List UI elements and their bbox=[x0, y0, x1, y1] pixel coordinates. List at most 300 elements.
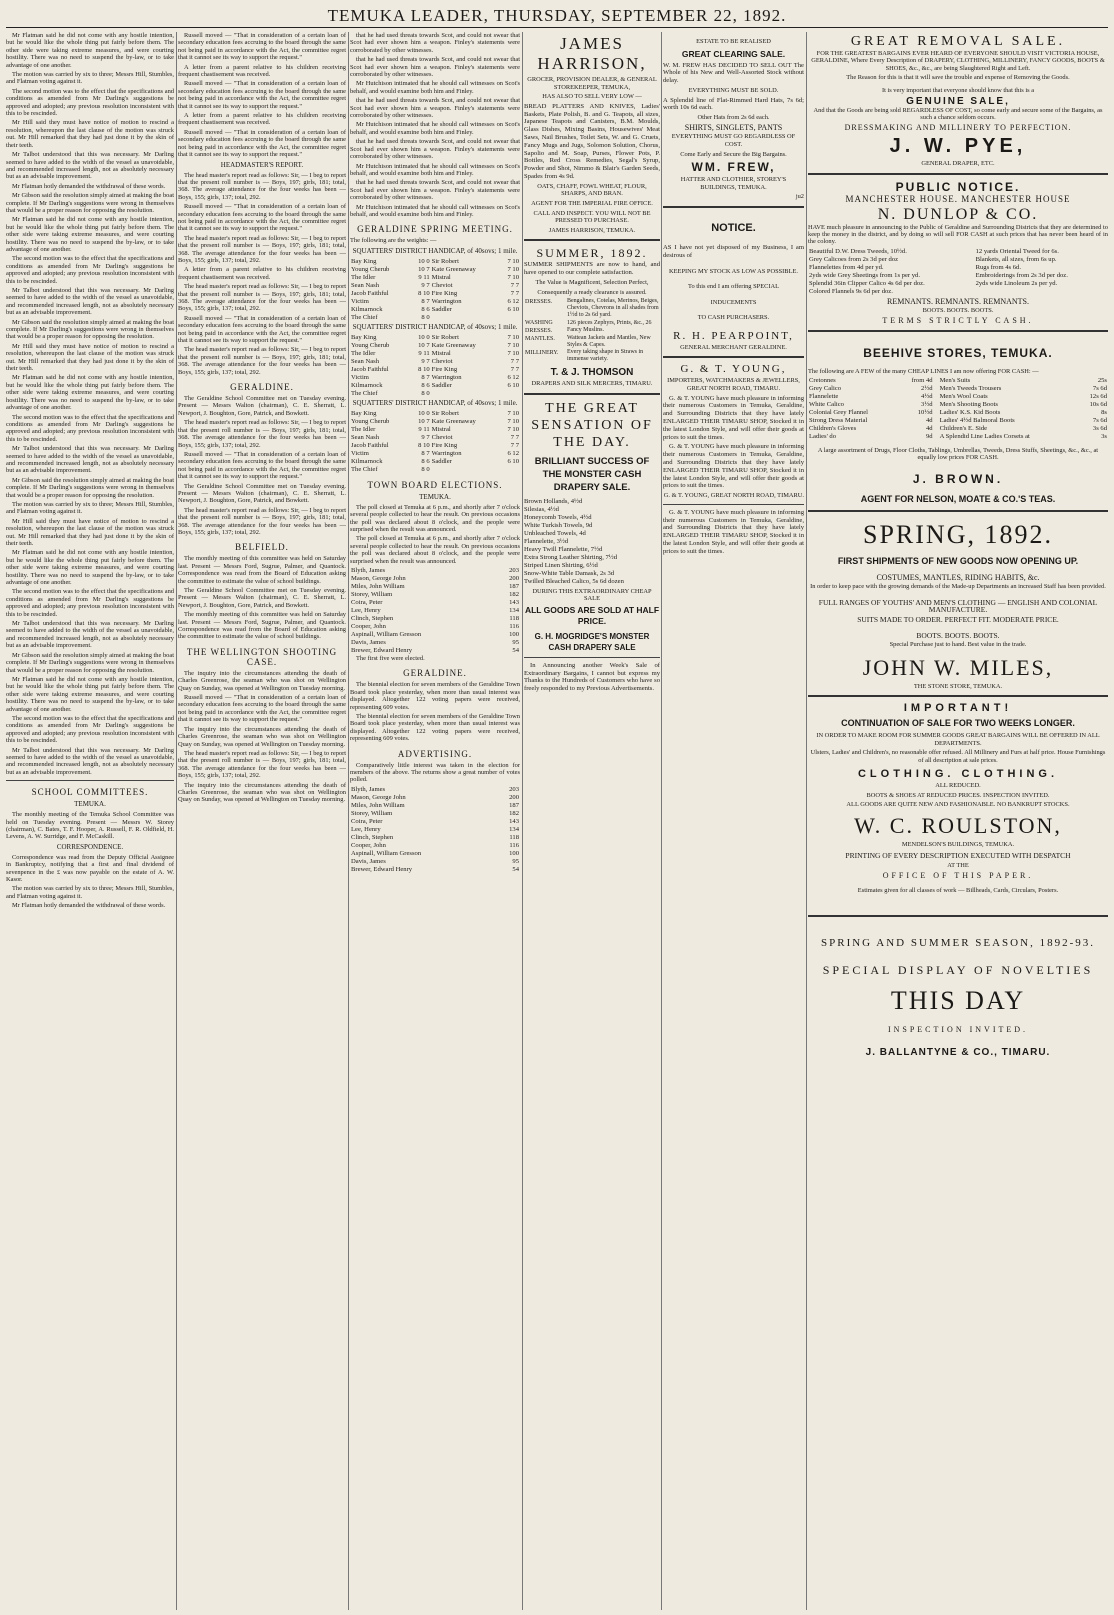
handicap-title: SQUATTERS' DISTRICT HANDICAP, of 40sovs; 1 mile. bbox=[352, 246, 518, 255]
advertiser-name: WM. FREW, bbox=[691, 160, 776, 175]
horse-name: The Chief bbox=[351, 465, 378, 473]
item-name: A Splendid Line Ladies Corsets at bbox=[939, 433, 1030, 441]
article-paragraph: The monthly meeting of the Temuka School Committee was held on Tuesday evening. Present — Messrs W. Storey (chairman), C. Bates, T. F. Hooper, A. Russell, F. R. Oldfield, H. Levens, A. W. Surridge, and F. McCaskill. bbox=[6, 811, 174, 841]
article-paragraph: Mr Hill said they must have notice of motion to rescind a resolution, whereupon the last clause of the motion was struck out. Mr Hill remarked that they had just done it by the skin of their teeth. bbox=[6, 517, 174, 547]
article-paragraph: that he had used threats towards Scot, and could not swear that Scot had ever shown him a weapon. Finley's statements were corroborated by other witnesses. bbox=[350, 179, 520, 202]
ad-headline: CONTINUATION OF SALE FOR TWO WEEKS LONGER. bbox=[841, 718, 1075, 729]
ad-line: BOOTS. BOOTS. BOOTS. bbox=[916, 630, 1000, 640]
candidate-votes: 95 bbox=[512, 639, 519, 646]
item-price: 8s bbox=[1101, 409, 1107, 417]
candidate-votes: 203 bbox=[509, 785, 519, 793]
weights-table bbox=[350, 410, 520, 474]
horse-name: Jacob Faithful bbox=[351, 365, 389, 373]
article-paragraph: A letter from a parent relative to his children receiving frequent chastisement was received. bbox=[178, 112, 346, 127]
ad-subtitle: IMPORTERS, WATCHMAKERS & JEWELLERS, GREAT NORTH ROAD, TIMARU. bbox=[667, 377, 800, 393]
section-rule bbox=[6, 780, 174, 781]
department-row bbox=[524, 319, 660, 335]
horse-weight: 8 10 bbox=[418, 441, 430, 449]
article-paragraph: The head master's report read as follows: Sir, — I beg to report that the present roll number is — Boys, 197; girls, 181; total, 368. The average attendance for the four weeks has been — Boys, 155; girls, 137; total, 292. bbox=[178, 283, 346, 313]
weights-row bbox=[350, 390, 520, 398]
horse-weight: 7 10 bbox=[507, 265, 519, 273]
item-price: 3s 6d bbox=[1092, 425, 1107, 433]
price-list bbox=[808, 248, 1108, 296]
price-item: 2yds wide Linoleum 2s per yd. bbox=[975, 279, 1058, 287]
department-desc: Wattean Jackets and Mantles, New Styles & Capes. bbox=[567, 335, 651, 349]
candidate-votes: 182 bbox=[509, 809, 519, 817]
ad-line: BOOTS. BOOTS. BOOTS. bbox=[922, 307, 994, 315]
article-paragraph: Mr Gibson said the resolution simply aimed at making the boat complete. If Mr Darling's suggestions were wrong in themselves that would be a proper reason for opposing the resolution. bbox=[6, 476, 174, 499]
article-paragraph: Mr Talbot understood that this was necessary. Mr Darling seemed to have added to the width of the vessel as unavoidable, and recommended increased length, not as absolutely necessary but as an advisable improvement. bbox=[6, 746, 174, 776]
ad-line: DRESSMAKING AND MILLINERY TO PERFECTION. bbox=[844, 122, 1072, 132]
ad-line: ESTATE TO BE REALISED bbox=[696, 38, 771, 45]
column-2 bbox=[178, 32, 346, 1610]
article-paragraph: Mr Flatman said he did not come with any hostile intention, but he would like the whole thing put fairly before them. The other side were taking extreme measures, and were courting hostility. There was no need to suspend the by-law, or to take advantage of one another. bbox=[6, 549, 174, 587]
article-paragraph: The Geraldine School Committee met on Tuesday evening. Present — Messrs Walton (chairman), C. E. Sherratt, L. Newport, J. Boughton, Gore, Patrick, and Bowkett. bbox=[178, 395, 346, 417]
candidate-name: Miles, John William bbox=[351, 801, 405, 809]
horse-weight: 7 10 bbox=[507, 349, 519, 357]
horse-weight: 10 7 bbox=[418, 265, 430, 273]
ad-rule bbox=[808, 330, 1108, 332]
item-name: Children's Gloves bbox=[809, 425, 857, 433]
article-paragraph: Mr Talbot understood that this was necessary. Mr Darling seemed to have added to the width of the vessel as unavoidable, and recommended increased length, not as absolutely necessary but as an advisable improvement. bbox=[6, 287, 174, 317]
ad-headline: SPRING AND SUMMER SEASON, 1892-93. bbox=[821, 936, 1095, 949]
horse-name: Sean Nash bbox=[351, 357, 380, 365]
section-heading: GERALDINE SPRING MEETING. bbox=[357, 224, 513, 235]
horse-weight: 7 7 bbox=[510, 281, 519, 289]
horse-name: Sean Nash bbox=[351, 433, 380, 441]
ad-line: Consequently a ready clearance is assured. bbox=[537, 288, 647, 296]
department-desc: Bengalines, Cotelas, Merinos, Beiges, Cheviots, Chevrons in all shades from 1½d to 2s 6d yard. bbox=[567, 298, 659, 319]
department-row bbox=[524, 349, 660, 363]
candidate-name: Coira, Peter bbox=[351, 817, 383, 825]
article-paragraph: The Geraldine School Committee met on Tuesday evening. Present — Messrs Walton (chairman), C. E. Sherratt, L. Newport, J. Boughton, Gore, Patrick, and Bowkett. bbox=[178, 482, 346, 505]
result-row bbox=[350, 786, 520, 794]
result-row bbox=[350, 639, 520, 647]
section-heading: ADVERTISING. bbox=[397, 748, 473, 759]
result-row bbox=[350, 567, 520, 575]
horse-weight: 9 11 bbox=[418, 349, 430, 357]
horse-weight: 8 7 bbox=[421, 373, 430, 381]
candidate-votes: 182 bbox=[509, 591, 519, 598]
article-paragraph: Correspondence was read from the Deputy Official Assignee in Bankruptcy, notifying that a first and final dividend of sevenpence in the £ was now payable on the estate of A. W. Kasor. bbox=[6, 853, 174, 884]
price-item: Unbleached Towels, 4d bbox=[524, 529, 586, 537]
result-row bbox=[350, 607, 520, 615]
section-heading: GERALDINE. bbox=[230, 382, 294, 393]
column-divider bbox=[348, 32, 349, 1610]
price-item: Heavy Twill Flannelette, 7½d bbox=[524, 545, 603, 553]
ad-body: IN ORDER TO MAKE ROOM FOR SUMMER GOODS GREAT BARGAINS WILL BE OFFERED IN ALL DEPARTMENTS. bbox=[816, 732, 1100, 747]
horse-weight: 10 0 bbox=[418, 409, 430, 417]
department-desc: 126 pieces Zephyrs, Prints, &c., 26 Fancy Muslins. bbox=[567, 320, 652, 334]
item-name: Men's Suits bbox=[939, 377, 971, 385]
item-name: Colonial Grey Flannel bbox=[809, 409, 868, 417]
ad-headline: BRILLIANT SUCCESS OF THE MONSTER CASH DRAPERY SALE. bbox=[534, 455, 650, 493]
weights-row bbox=[350, 342, 520, 350]
article-paragraph: that he had used threats towards Scot, and could not swear that Scot had ever shown him a weapon. Finley's statements were corroborated by other witnesses. bbox=[350, 32, 520, 54]
horse-name: Sean Nash bbox=[351, 281, 380, 289]
article-paragraph: The poll closed at Temuka at 6 p.m., and shortly after 7 o'clock several people collected to hear the result. On previous occasions the poll was declared about 8 o'clock, and the people were surprised when the result was announced. bbox=[350, 535, 520, 565]
article-paragraph: Mr Gibson said the resolution simply aimed at making the boat complete. If Mr Darling's suggestions were wrong in themselves that would be a proper reason for opposing the resolution. bbox=[6, 651, 174, 674]
candidate-votes: 54 bbox=[512, 865, 519, 873]
horse-weight: 9 7 bbox=[421, 357, 430, 365]
price-item: Twilled Bleached Calico, 5s 6d dozen bbox=[524, 577, 624, 585]
item-price: 10½d bbox=[917, 409, 933, 417]
horse-weight: 10 7 bbox=[418, 417, 430, 425]
ad-line: TERMS STRICTLY CASH. bbox=[882, 316, 1034, 326]
article-paragraph: The biennial election for seven members of the Geraldine Town Board took place yesterday, when more than usual interest was displayed. Altogether 122 voting papers were received, representing 609 votes. bbox=[350, 713, 520, 743]
price-list bbox=[524, 498, 660, 586]
item-name: Men's Wool Coats bbox=[939, 393, 988, 401]
ad-headline: THE GREAT SENSATION OF THE DAY. bbox=[531, 400, 653, 450]
horse-weight: 9 7 bbox=[421, 433, 430, 441]
item-price: 3s bbox=[1101, 433, 1107, 441]
ad-line: MANCHESTER HOUSE. MANCHESTER HOUSE bbox=[845, 194, 1071, 205]
weights-row bbox=[350, 450, 520, 458]
ad-subtitle: GROCER, PROVISION DEALER, & GENERAL STOREKEEPER, TEMUKA, bbox=[527, 76, 657, 91]
price-list bbox=[808, 377, 1108, 441]
weights-row bbox=[350, 434, 520, 442]
candidate-name: Blyth, James bbox=[351, 785, 386, 793]
column-4 bbox=[524, 32, 660, 1610]
advertiser-name: G. & T. YOUNG, bbox=[680, 363, 787, 376]
ad-headline: SUMMER, 1892. bbox=[536, 246, 648, 261]
column-divider bbox=[806, 32, 807, 1610]
ad-line: OATS, CHAFF, FOWL WHEAT, FLOUR, SHARPS, AND BRAN. bbox=[537, 182, 647, 198]
horse-weight: 8 0 bbox=[421, 389, 430, 397]
section-subheading: HEADMASTER'S REPORT. bbox=[220, 160, 304, 169]
weights-table bbox=[350, 334, 520, 398]
column-6 bbox=[808, 32, 1108, 1610]
ad-rule bbox=[663, 356, 804, 358]
item-price: from 4d bbox=[911, 377, 933, 385]
price-item: Colored Flannels 9s 6d per doz. bbox=[809, 287, 893, 295]
horse-name: Bay King bbox=[351, 409, 377, 417]
horse-weight: 10 0 bbox=[418, 257, 430, 265]
article-paragraph: Russell moved — "That in consideration of a certain loan of secondary education fees accruing to the board through the same not being paid in accordance with the Act, the committee regret that it cannot see its way to support the request." bbox=[178, 203, 346, 233]
ad-headline: IMPORTANT! bbox=[903, 702, 1013, 715]
horse-name: The Chief bbox=[351, 389, 378, 397]
advertiser-name: W. C. ROULSTON, bbox=[854, 812, 1062, 838]
article-paragraph: A letter from a parent relative to his children receiving frequent chastisement was received. bbox=[178, 266, 346, 281]
horse-weight: 7 7 bbox=[510, 441, 519, 449]
article-paragraph: The monthly meeting of this committee was held on Saturday last. Present — Messrs Ford, Sugrue, Palmer, and Quantock. Correspondence was read from the Board of Education asking the committee to estimate the value of school buildings. bbox=[178, 555, 346, 585]
article-paragraph: The motion was carried by six to three; Messrs Hill, Stumbles, and Flatman voting against it. bbox=[6, 71, 174, 86]
horse-name: Fire King bbox=[431, 289, 458, 297]
price-row bbox=[808, 409, 1108, 417]
result-row bbox=[350, 826, 520, 834]
ad-body: SUMMER SHIPMENTS are now to hand, and have opened to our complete satisfaction. bbox=[524, 261, 660, 277]
horse-name: Saddler bbox=[431, 305, 452, 313]
article-paragraph: Russell moved — "That in consideration of a certain loan of secondary education fees accruing to the board through the same not being paid in accordance with the Act, the committee regret that it cannot see its way to support the request." bbox=[178, 450, 346, 481]
ad-line: TO CASH PURCHASERS. bbox=[697, 314, 770, 322]
department-row bbox=[524, 298, 660, 319]
ad-body: FOR THE GREATEST BARGAINS EVER HEARD OF EVERYONE SHOULD VISIT VICTORIA HOUSE, GERALDINE, Where Every Description of DRAPERY, CLOTHING, MILLINERY, FANCY GOODS, BOOTS & SHOES, &c., &c., are being Slaughtered Right and Left. bbox=[811, 50, 1105, 72]
ad-rule bbox=[524, 657, 660, 658]
horse-name: Bay King bbox=[351, 333, 377, 341]
horse-weight: 6 10 bbox=[507, 305, 519, 313]
ad-body: In order to keep pace with the growing demands of the Made-up Departments an increased Staff has been provided. bbox=[810, 583, 1106, 591]
horse-name: Warrington bbox=[431, 297, 462, 305]
article-paragraph: Russell moved — "That in consideration of a certain loan of secondary education fees accruing to the board through the same not being paid in accordance with the Act, the committee regret that it cannot see its way to support the request." bbox=[178, 128, 346, 159]
horse-name: Mistral bbox=[431, 273, 451, 281]
horse-weight: 9 11 bbox=[418, 425, 430, 433]
horse-weight: 7 10 bbox=[507, 273, 519, 281]
horse-name: Mistral bbox=[431, 425, 451, 433]
department-list bbox=[524, 298, 660, 363]
ad-headline: CLOTHING. CLOTHING. bbox=[857, 768, 1059, 781]
weights-row bbox=[350, 258, 520, 266]
weights-row bbox=[350, 290, 520, 298]
horse-weight: 8 6 bbox=[421, 457, 430, 465]
ad-rule bbox=[524, 393, 660, 395]
article-paragraph: that he had used threats towards Scot, and could not swear that Scot had ever shown him a weapon. Finley's statements were corroborated by other witnesses. bbox=[350, 138, 520, 161]
horse-name bbox=[431, 314, 500, 322]
advertiser-name: J. BALLANTYNE & CO., TIMARU. bbox=[865, 1047, 1051, 1059]
price-item: Splendid 36in Clipper Calico 4s 6d per doz. bbox=[809, 279, 925, 287]
price-item: 12 yards Oriental Tweed for 6s. bbox=[975, 247, 1059, 255]
candidate-votes: 134 bbox=[509, 607, 519, 614]
price-row bbox=[808, 393, 1108, 401]
horse-name: Sir Robert bbox=[431, 333, 459, 341]
horse-weight: 6 10 bbox=[507, 381, 519, 389]
weights-row bbox=[350, 314, 520, 322]
candidate-votes: 100 bbox=[509, 849, 519, 857]
ad-line: ALL GOODS ARE QUITE NEW AND FASHIONABLE. NO BANKRUPT STOCKS. bbox=[846, 801, 1070, 809]
candidate-name: Aspinall, William Gresson bbox=[351, 631, 422, 638]
ad-line: To this end I am offering SPECIAL bbox=[687, 283, 780, 291]
article-paragraph: The head master's report read as follows: Sir, — I beg to report that the present roll number is — Boys, 197; girls, 181; total, 368. The average attendance for the four weeks has been — Boys, 155; girls, 137; total, 292. bbox=[178, 749, 346, 780]
article-paragraph: Mr Flatman said he did not come with any hostile intention, but he would like the whole thing put fairly before them. The other side were taking extreme measures, and were courting hostility. There was no need to suspend the by-law, or to take advantage of one another. bbox=[6, 374, 174, 412]
article-paragraph: The second motion was to the effect that the specifications and conditions as amended from Mr Darling's suggestions be approved and adopted; any previous resolution inconsistent with this to be rescinded. bbox=[6, 255, 174, 285]
handicap-title: SQUATTERS' DISTRICT HANDICAP, of 40sovs; 1 mile. bbox=[352, 398, 518, 407]
article-paragraph: The following are the weights: — bbox=[350, 237, 437, 245]
article-paragraph: Mr Gibson said the resolution simply aimed at making the boat complete. If Mr Darling's suggestions were wrong in themselves that would be a proper reason for opposing the resolution. bbox=[6, 192, 174, 214]
advertiser-name: JOHN W. MILES, bbox=[862, 654, 1054, 680]
candidate-name: Coira, Peter bbox=[351, 599, 383, 606]
weights-row bbox=[350, 374, 520, 382]
horse-name: Kilmarnock bbox=[351, 381, 383, 389]
candidate-votes: 118 bbox=[509, 615, 519, 622]
section-heading: GERALDINE. bbox=[403, 668, 467, 679]
ad-body: BREAD PLATTERS AND KNIVES, Ladies' Baskets, Plate Polish, B. and G. Teapots, all sizes, Japanese Teapots and Canisters, B.M. Moulds, Glass Dishes, Mixing Basins, Housewives' Meat Saws, Nail Brushes, Toilet Sets, W. and G. Cruets, Fancy Mugs and Jugs, Solomon Solution, Chorus, Sapolio and M. Soap, Purses, Flower Pots, P. Bottles, Red Cross Remedies, Segal's Syrup, Powder and Shot, Nimmo & Blair's Garden Seeds, Spades from 4s 9d. bbox=[524, 102, 660, 180]
weights-row bbox=[350, 274, 520, 282]
candidate-name: Blyth, James bbox=[351, 567, 386, 574]
department-name: MANTLES. bbox=[525, 336, 555, 343]
advertiser-name: J. BROWN. bbox=[912, 471, 1004, 486]
horse-weight: 7 10 bbox=[507, 333, 519, 341]
ad-body: In Announcing another Week's Sale of Extraordinary Bargains, I cannot but express my Thanks to the Hundreds of Customers who have so freely responded to my Previous Advertisements. bbox=[524, 661, 660, 693]
item-name: Grey Calico bbox=[809, 385, 842, 393]
horse-name: Young Cherub bbox=[351, 341, 390, 349]
ad-line: EVERYTHING MUST BE SOLD. bbox=[688, 86, 779, 94]
weights-row bbox=[350, 306, 520, 314]
ad-rule bbox=[808, 510, 1108, 512]
ad-line: HAS ALSO TO SELL VERY LOW — bbox=[542, 93, 642, 101]
department-name: DRESSES. bbox=[525, 299, 553, 306]
horse-weight: 6 12 bbox=[507, 449, 519, 457]
section-subheading: CORRESPONDENCE. bbox=[56, 842, 124, 851]
item-price: 25s bbox=[1097, 377, 1107, 385]
ad-body: It is very important that everyone should know that this is a bbox=[881, 86, 1035, 94]
ad-body: AS I have not yet disposed of my Business, I am desirous of bbox=[663, 243, 804, 259]
horse-weight: 6 12 bbox=[507, 297, 519, 305]
column-divider bbox=[522, 32, 523, 1610]
ad-line: INSPECTION INVITED. bbox=[887, 1024, 1029, 1034]
horse-weight: 9 7 bbox=[421, 281, 430, 289]
candidate-name: Aspinall, William Gresson bbox=[351, 849, 422, 857]
ad-body: G. & T. YOUNG have much pleasure in informing their numerous Customers in Temuka, Geraldine, and Surrounding Districts that they have lately ENLARGED THEIR TIMARU SHOP, Stocked it in the latest London Style, and will offer their goods at prices to suit the times. bbox=[663, 443, 804, 490]
price-item bbox=[975, 288, 1108, 296]
horse-weight: 8 10 bbox=[418, 289, 430, 297]
horse-name: Bay King bbox=[351, 257, 377, 265]
article-paragraph: Mr Talbot understood that this was necessary. Mr Darling seemed to have added to the width of the vessel as unavoidable, and recommended increased length, not as absolutely necessary but as an advisable improvement. bbox=[6, 445, 174, 475]
price-item: Extra Strong Leather Shirting, 7½d bbox=[524, 553, 618, 561]
price-item: Rugs from 4s 6d. bbox=[975, 263, 1022, 271]
price-item: Flannelettes from 4d per yd. bbox=[809, 263, 884, 271]
weights-row bbox=[350, 458, 520, 466]
horse-weight: 8 0 bbox=[421, 313, 430, 321]
ad-body: The Reason for this is that it will save the trouble and expense of Removing the Goods. bbox=[846, 74, 1070, 82]
candidate-name: Brewer, Edward Henry bbox=[351, 865, 413, 873]
candidate-name: Storey, William bbox=[351, 809, 393, 817]
horse-name: Kate Greenaway bbox=[431, 417, 476, 425]
candidate-name: Mason, George John bbox=[351, 793, 406, 801]
ad-line: The Value is Magnificent, Selection Perfect, bbox=[535, 278, 649, 286]
candidate-name: Davis, James bbox=[351, 857, 386, 865]
article-paragraph: The head master's report read as follows: Sir, — I beg to report that the present roll number is — Boys, 197; girls, 181; total, 368. The average attendance for the four weeks has been — Boys, 155; girls, 137; total, 292. bbox=[178, 346, 346, 376]
price-item: Embroiderings from 2s 3d per doz. bbox=[975, 271, 1068, 279]
article-paragraph: Russell moved — "That in consideration of a certain loan of secondary education fees accruing to the board through the same not being paid in accordance with the Act, the committee regret that it cannot see its way to support the request." bbox=[178, 80, 346, 110]
result-row bbox=[350, 647, 520, 655]
horse-name: The Idler bbox=[351, 349, 376, 357]
candidate-votes: 143 bbox=[509, 599, 519, 606]
weights-row bbox=[350, 366, 520, 374]
weights-row bbox=[350, 266, 520, 274]
ad-rule bbox=[663, 206, 804, 208]
ad-line: SHIRTS, SINGLETS, PANTS bbox=[684, 122, 783, 132]
ad-line: Come Early and Secure the Big Bargains. bbox=[680, 150, 787, 158]
result-row bbox=[350, 834, 520, 842]
department-name: MILLINERY. bbox=[525, 350, 559, 357]
price-row bbox=[808, 425, 1108, 433]
candidate-name: Davis, James bbox=[351, 639, 386, 646]
horse-name: Victim bbox=[351, 373, 369, 381]
candidate-votes: 200 bbox=[509, 793, 519, 801]
article-paragraph: The biennial election for seven members of the Geraldine Town Board took place yesterday, when more than usual interest was displayed. Altogether 122 voting papers were received, representing 609 votes. bbox=[350, 681, 520, 711]
ad-subtitle: GENERAL MERCHANT GERALDINE. bbox=[680, 343, 787, 351]
handicap-title: SQUATTERS' DISTRICT HANDICAP, of 40sovs; 1 mile. bbox=[352, 322, 518, 331]
horse-name: Fire King bbox=[431, 441, 458, 449]
horse-name: Fire King bbox=[431, 365, 458, 373]
candidate-name: Lee, Henry bbox=[351, 825, 381, 833]
candidate-name: Clinch, Stephen bbox=[351, 833, 394, 841]
horse-weight: 8 7 bbox=[421, 449, 430, 457]
article-paragraph: Mr Hutchison intimated that he should call witnesses on Scot's behalf, and would examine both him and Finley. bbox=[350, 203, 520, 218]
result-row bbox=[350, 866, 520, 874]
ad-rule bbox=[808, 695, 1108, 697]
candidate-votes: 187 bbox=[509, 801, 519, 809]
ad-body: W. M. FREW HAS DECIDED TO SELL OUT The Whole of his New and Well-Assorted Stock without delay. bbox=[663, 61, 804, 85]
weights-row bbox=[350, 426, 520, 434]
ad-headline: GREAT CLEARING SALE. bbox=[681, 48, 786, 59]
article-paragraph: The head master's report read as follows: Sir, — I beg to report that the present roll number is — Boys, 197; girls, 181; total, 368. The average attendance for the four weeks has been — Boys, 155; girls, 137; total, 292. bbox=[178, 419, 346, 449]
weights-row bbox=[350, 418, 520, 426]
article-paragraph: The second motion was to the effect that the specifications and conditions as amended from Mr Darling's suggestions be approved and adopted; any previous resolution inconsistent with this to be rescinded. bbox=[6, 588, 174, 618]
horse-weight: 8 0 bbox=[421, 465, 430, 473]
result-row bbox=[350, 850, 520, 858]
article-paragraph: The inquiry into the circumstances attending the death of Charles Greenrose, the seaman who was shot on Wellington Quay on Sunday, was opened at Wellington on Tuesday morning. bbox=[178, 781, 346, 804]
article-paragraph: Comparatively little interest was taken in the election for members of the above. The returns show a great number of votes polled. bbox=[350, 761, 520, 784]
ad-line: EVERYTHING MUST GO REGARDLESS OF COST. bbox=[671, 133, 796, 148]
candidate-votes: 95 bbox=[512, 857, 519, 865]
price-item: Honeycomb Towels, 4½d bbox=[524, 513, 592, 521]
department-name: WASHING DRESSES. bbox=[525, 320, 553, 335]
ad-line: INDUCEMENTS bbox=[710, 298, 757, 306]
ad-signature: G. & T. YOUNG, GREAT NORTH ROAD, TIMARU. bbox=[663, 492, 804, 500]
horse-name: Warrington bbox=[431, 449, 462, 457]
article-paragraph: The monthly meeting of this committee was held on Saturday last. Present — Messrs Ford, Sugrue, Palmer, and Quantock. Correspondence was read from the Board of Education asking the committee to estimate the value of school buildings. bbox=[178, 611, 346, 641]
advertiser-name: G. H. MOGRIDGE'S MONSTER CASH DRAPERY SALE bbox=[534, 631, 650, 652]
department-desc: Every taking shape in Straws in immense variety. bbox=[567, 349, 644, 363]
horse-weight: 8 6 bbox=[421, 381, 430, 389]
advertiser-name: JAMES HARRISON, bbox=[537, 34, 647, 73]
section-heading: BELFIELD. bbox=[235, 542, 289, 553]
section-heading: THE WELLINGTON SHOOTING CASE. bbox=[186, 646, 338, 667]
weights-row bbox=[350, 334, 520, 342]
result-row bbox=[350, 810, 520, 818]
article-paragraph: The head master's report read as follows: Sir, — I beg to report that the present roll number is — Boys, 197; girls, 181; total, 368. The average attendance for the four weeks has been — Boys, 155; girls, 137; total, 292. bbox=[178, 506, 346, 536]
horse-weight: 6 12 bbox=[507, 373, 519, 381]
result-row bbox=[350, 818, 520, 826]
article-paragraph: The head master's report read as follows: Sir, — I beg to report that the present roll number is — Boys, 197; girls, 181; total, 368. The average attendance for the four weeks has been — Boys, 155; girls, 137; total, 292. bbox=[178, 171, 346, 201]
masthead: TEMUKA LEADER, THURSDAY, SEPTEMBER 22, 1892. bbox=[327, 6, 787, 25]
result-row bbox=[350, 794, 520, 802]
horse-weight: 8 6 bbox=[421, 305, 430, 313]
horse-name: Sir Robert bbox=[431, 409, 459, 417]
horse-name: Sir Robert bbox=[431, 257, 459, 265]
horse-weight: 7 7 bbox=[510, 289, 519, 297]
ad-line: KEEPING MY STOCK AS LOW AS POSSIBLE. bbox=[669, 267, 798, 275]
horse-name: Cheviot bbox=[431, 433, 453, 441]
ad-subtitle: AGENT FOR NELSON, MOATE & CO.'S TEAS. bbox=[860, 493, 1056, 504]
horse-name: Kilmarnock bbox=[351, 457, 383, 465]
item-price: 4d bbox=[925, 425, 933, 433]
candidate-votes: 116 bbox=[509, 623, 519, 630]
horse-weight: 9 11 bbox=[418, 273, 430, 281]
item-name: Children's E. Side bbox=[939, 425, 988, 433]
candidate-name: Miles, John William bbox=[351, 583, 405, 590]
article-paragraph: Mr Flatman hotly demanded the withdrawal of these words. bbox=[12, 902, 166, 910]
price-row bbox=[808, 401, 1108, 409]
horse-weight bbox=[500, 314, 520, 322]
ad-body: And that the Goods are being sold REGARDLESS OF COST, so come early and secure some of the Bargains, as such a chance seldom occurs. bbox=[813, 107, 1103, 122]
article-paragraph: that he had used threats towards Scot, and could not swear that Scot had ever shown him a weapon. Finley's statements were corroborated by other witnesses. bbox=[350, 97, 520, 120]
article-paragraph: Mr Flatman hotly demanded the withdrawal of these words. bbox=[12, 182, 166, 190]
price-item: White Turkish Towels, 9d bbox=[524, 521, 593, 529]
ad-subtitle: FIRST SHIPMENTS OF NEW GOODS NOW OPENING UP. bbox=[837, 555, 1079, 566]
candidate-votes: 143 bbox=[509, 817, 519, 825]
ad-subtitle: DRAPERS AND SILK MERCERS, TIMARU. bbox=[531, 380, 653, 388]
weights-table bbox=[350, 258, 520, 322]
result-row bbox=[350, 631, 520, 639]
horse-name bbox=[431, 466, 500, 474]
price-row bbox=[808, 256, 1108, 264]
horse-weight: 7 10 bbox=[507, 341, 519, 349]
article-paragraph: Mr Gibson said the resolution simply aimed at making the boat complete. If Mr Darling's suggestions were wrong in themselves that would be a proper reason for opposing the resolution. bbox=[6, 318, 174, 341]
horse-weight: 8 10 bbox=[418, 365, 430, 373]
price-item: Flannelette, 3½d bbox=[524, 537, 569, 545]
price-item: Brown Hollands, 4½d bbox=[524, 497, 583, 505]
